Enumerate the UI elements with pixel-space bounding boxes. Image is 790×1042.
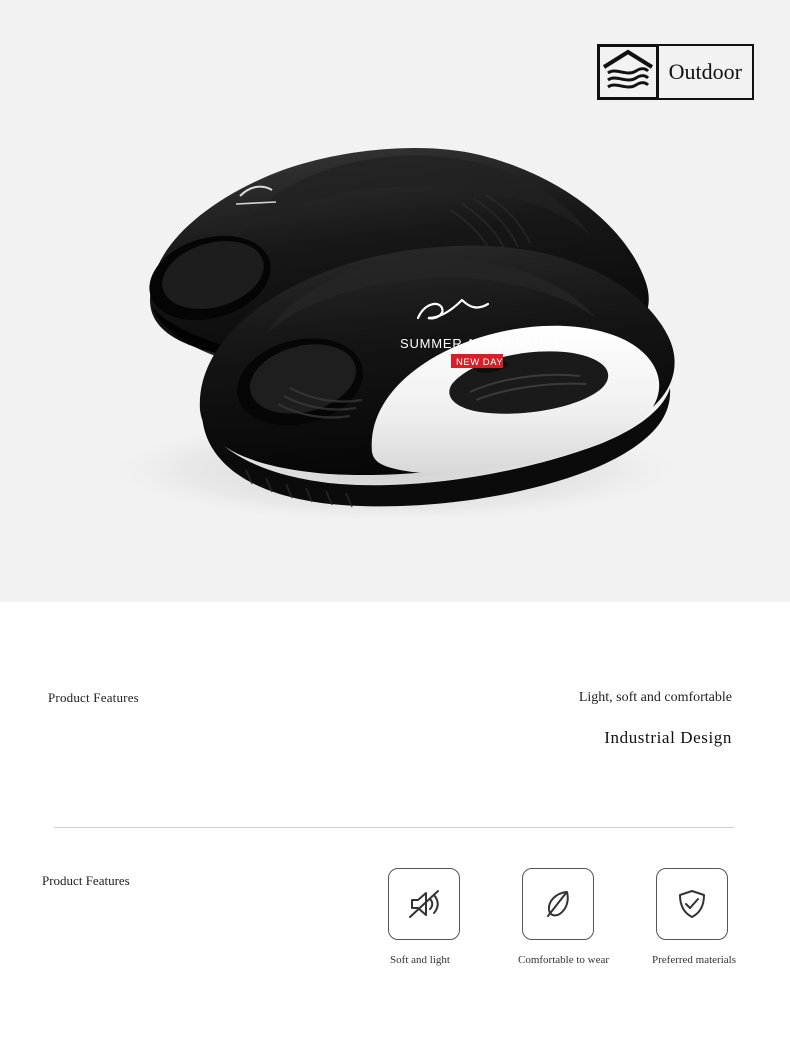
outdoor-house-waves-icon [597, 44, 659, 100]
outdoor-badge [597, 44, 754, 100]
feature-headline-light-soft: Light, soft and comfortable [578, 690, 732, 705]
section-divider [54, 827, 734, 828]
feature-item-comfortable-to-wear [518, 868, 610, 966]
features-bottom-section [0, 840, 790, 1042]
features-top-section [0, 602, 790, 827]
svg-text:NEW DAY: NEW DAY [456, 357, 504, 368]
muted-speaker-icon [388, 868, 460, 940]
feature-caption-comfortable-to-wear: Comfortable to wear [518, 954, 610, 966]
feather-icon [522, 868, 594, 940]
outdoor-badge-label: Outdoor [659, 44, 754, 100]
feature-headline-industrial-design: Industrial Design [604, 728, 732, 747]
svg-text:SUMMER ADEVNUTRES: SUMMER ADEVNUTRES [400, 336, 564, 351]
feature-icon-row [388, 868, 736, 966]
feature-item-preferred-materials [652, 868, 736, 966]
product-features-label-bottom: Product Features [42, 873, 130, 888]
feature-caption-preferred-materials: Preferred materials [652, 954, 736, 966]
feature-caption-soft-and-light: Soft and light [390, 954, 450, 966]
feature-item-soft-and-light [388, 868, 460, 966]
shield-check-icon [656, 868, 728, 940]
product-features-label-top: Product Features [48, 690, 139, 705]
